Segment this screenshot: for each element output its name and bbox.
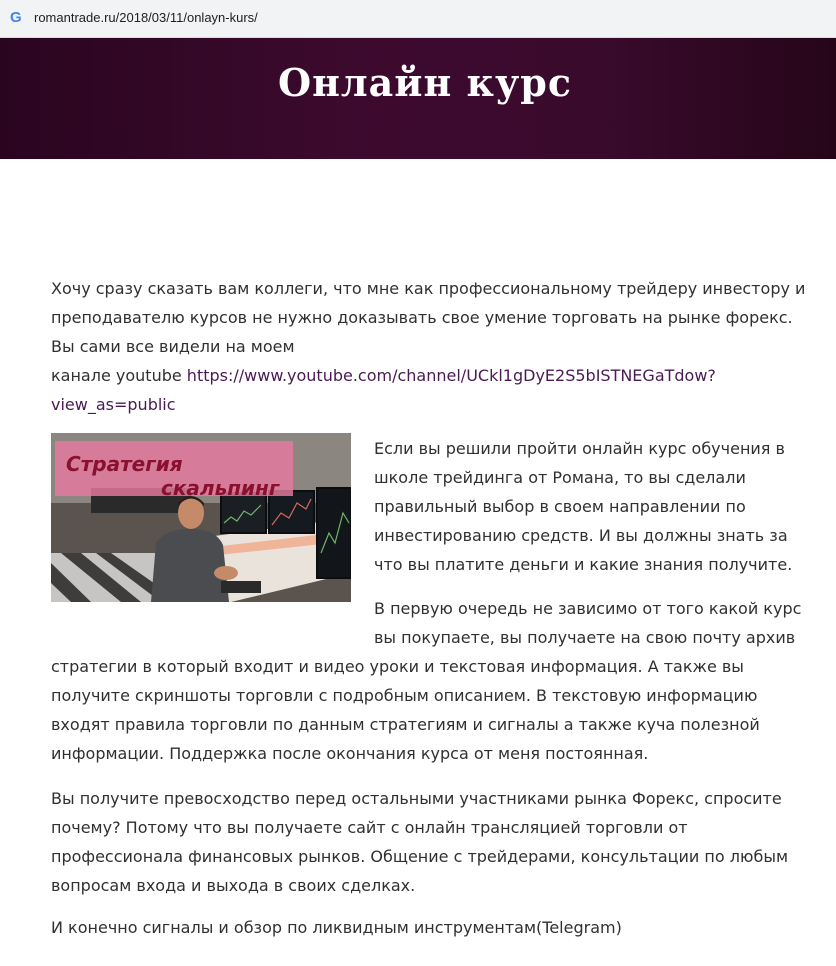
paragraph-line: И конечно сигналы и обзор по ликвидным инструментам(Telegram) [51,918,622,937]
youtube-channel-link[interactable]: https://www.youtube.com/channel/UCkl1gDyE2S5bISTNEGaTdow? [186,366,716,385]
intro-line: Хочу сразу сказать вам коллеги, что мне как профессиональному трейдеру инвестору и [51,279,806,298]
paragraph-line: получите скриншоты торговли с подробным описанием. В текстовую информацию [51,686,758,705]
paragraph-line: профессионала финансовых рынков. Общение с трейдерами, консультации по любым [51,847,789,866]
thumbnail-caption-2: скальпинг [161,476,280,500]
paragraph-line: информации. Поддержка после окончания курса от меня постоянная. [51,744,649,763]
intro-line: Вы сами все видели на моем [51,337,295,356]
paragraph-line: входят правила торговли по данным стратегиям и сигналы а также куча полезной [51,715,760,734]
intro-line: преподавателю курсов не нужно доказывать свое умение торговать на рынке форекс. [51,308,793,327]
browser-address-bar[interactable] [0,0,836,38]
video-thumbnail[interactable] [51,433,351,602]
intro-line [51,390,811,419]
page-title: Онлайн курс [277,60,573,105]
paragraph-line: стратегии в который входит и видео уроки и текстовая информация. А также вы [51,657,744,676]
scalping-video-image [51,433,351,602]
paragraph-advantage [51,784,821,900]
paragraph-line: что вы платите деньги и какие знания получите. [374,555,793,574]
page-banner [0,38,836,159]
paragraph-line: Вы получите превосходство перед остальными участниками рынка Форекс, спросите [51,789,782,808]
intro-line: канале youtube https://www.youtube.com/channel/UCkl1gDyE2S5bISTNEGaTdow? [51,366,716,385]
paragraph-line: Если вы решили пройти онлайн курс обучения в [374,439,785,458]
youtube-channel-link-cont[interactable]: view_as=public [51,395,176,414]
paragraph-line: почему? Потому что вы получаете сайт с онлайн трансляцией торговли от [51,818,688,837]
paragraph-line: школе трейдинга от Романа, то вы сделали [374,468,746,487]
paragraph-course-content [51,652,821,768]
paragraph-signals [51,913,821,942]
paragraph-line: вы покупаете, вы получаете на свою почту архив [374,628,796,647]
intro-paragraph [51,274,811,419]
thumbnail-caption-1: Стратегия [66,452,183,476]
paragraph-line: инвестированию средств. И вы должны знать за [374,526,788,545]
paragraph-line: вопросам входа и выхода в своих сделках. [51,876,416,895]
url-text[interactable]: romantrade.ru/2018/03/11/onlayn-kurs/ [34,10,258,25]
paragraph-course-content-top [374,594,814,652]
paragraph-course-choice [374,434,814,579]
paragraph-line: В первую очередь не зависимо от того какой курс [374,599,802,618]
google-icon: G [10,9,22,26]
paragraph-line: правильный выбор в своем направлении по [374,497,746,516]
